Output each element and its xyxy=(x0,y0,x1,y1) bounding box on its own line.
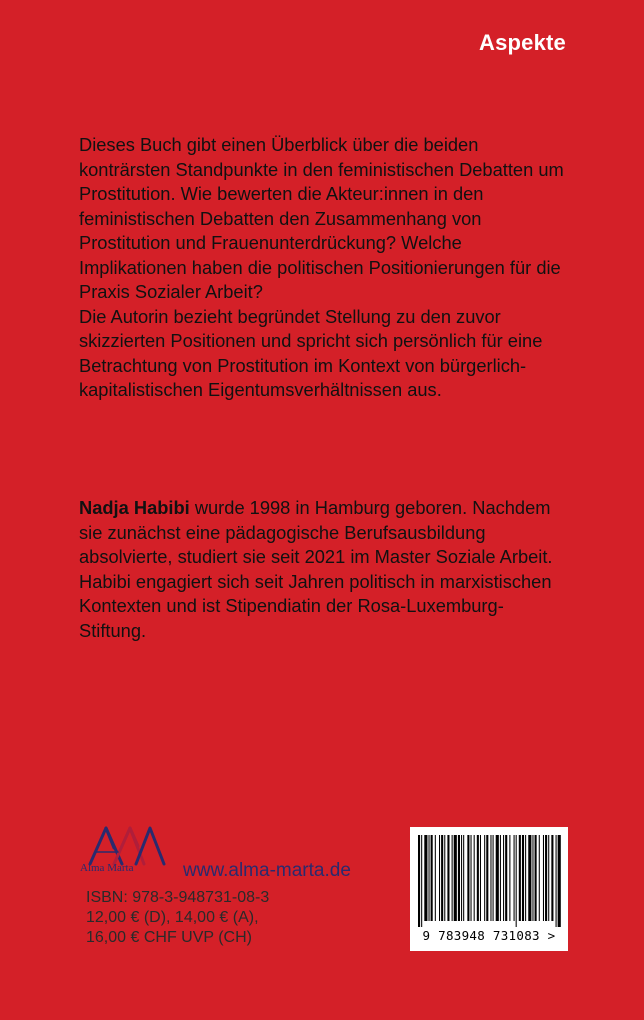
barcode-bar xyxy=(454,835,457,921)
barcode-bar xyxy=(496,835,499,921)
price-line-2: 16,00 € CHF UVP (CH) xyxy=(86,929,252,946)
barcode-bar xyxy=(490,835,491,921)
blurb-paragraph-2: Die Autorin bezieht begründet Stellung zu den zuvor skizzierten Positionen und spricht sich persönlich für eine Betrachtung von Prostitution im Kontext von bürgerlich-kapitalistischen Eigentumsverhältnissen aus. xyxy=(79,305,543,400)
barcode-bar xyxy=(493,835,494,921)
barcode-digits: 9 783948 731083 > xyxy=(422,928,556,943)
author-bio-text: wurde 1998 in Hamburg geboren. Nachdem sie zunächst eine pädagogische Berufsausbildung absolvierte, studiert sie seit 2021 im Master Soziale Arbeit. Habibi engagiert sich seit Jahren politisch in marxistischen Kontexten und ist Stipendiatin der Rosa-Luxemburg-Stiftung. xyxy=(79,497,553,641)
isbn: ISBN: 978-3-948731-08-3 xyxy=(86,889,270,906)
barcode-bar xyxy=(545,835,547,921)
barcode-bar xyxy=(543,835,544,921)
barcode-bar xyxy=(486,835,488,921)
barcode-bar xyxy=(535,835,537,921)
book-info xyxy=(86,888,269,948)
series-label: Aspekte xyxy=(479,30,566,55)
barcode-bar xyxy=(525,835,526,921)
barcode-bar xyxy=(421,835,422,927)
barcode-bar xyxy=(477,835,479,921)
barcode-bar xyxy=(424,835,427,921)
barcode-bar xyxy=(467,835,469,921)
barcode-bar xyxy=(551,835,553,921)
barcode-bars xyxy=(416,835,562,927)
barcode-bar xyxy=(463,835,464,921)
barcode-bar xyxy=(519,835,521,921)
barcode-bar xyxy=(516,835,517,927)
alma-marta-logo-icon xyxy=(84,820,168,884)
barcode-bar xyxy=(484,835,485,921)
publisher-name: Alma Marta xyxy=(80,862,134,874)
barcode-bar xyxy=(418,835,420,927)
barcode-bar xyxy=(558,835,561,927)
barcode-bar xyxy=(441,835,443,921)
barcode-bar xyxy=(458,835,460,921)
barcode-bar xyxy=(503,835,504,921)
barcode-bar xyxy=(522,835,524,921)
barcode-bar xyxy=(471,835,472,921)
barcode-bar xyxy=(480,835,481,921)
barcode-bar xyxy=(431,835,433,921)
back-cover-blurb xyxy=(79,133,569,403)
barcode-bar xyxy=(447,835,449,921)
barcode-bar xyxy=(500,835,501,921)
barcode-bar xyxy=(539,835,540,921)
barcode-bar xyxy=(452,835,453,921)
barcode-bar xyxy=(444,835,445,921)
blurb-paragraph-1: Dieses Buch gibt einen Überblick über die beiden konträrsten Standpunkte in den feministischen Debatten um Prostitution. Wie bewerten die Akteur:innen in den feministischen Debatten den Zusammenhang von Prostitution und Frauenunterdrückung? Welche Implikationen haben die politischen Positionierungen für die Praxis Sozialer Arbeit? xyxy=(79,134,564,302)
barcode-bar xyxy=(548,835,549,921)
author-name: Nadja Habibi xyxy=(79,497,190,518)
barcode-bar xyxy=(528,835,531,921)
barcode-bar xyxy=(509,835,510,921)
barcode-bar xyxy=(505,835,507,921)
barcode-bar xyxy=(461,835,462,921)
price-line-1: 12,00 € (D), 14,00 € (A), xyxy=(86,909,259,926)
isbn-barcode xyxy=(410,827,568,951)
barcode-bar xyxy=(435,835,436,921)
barcode-bar xyxy=(514,835,515,921)
publisher-website-link[interactable]: www.alma-marta.de xyxy=(183,860,351,881)
barcode-bar xyxy=(429,835,430,921)
barcode-bar xyxy=(474,835,475,921)
barcode-bar xyxy=(439,835,440,921)
barcode-bar xyxy=(556,835,557,927)
author-bio xyxy=(79,496,569,643)
barcode-bar xyxy=(532,835,533,921)
